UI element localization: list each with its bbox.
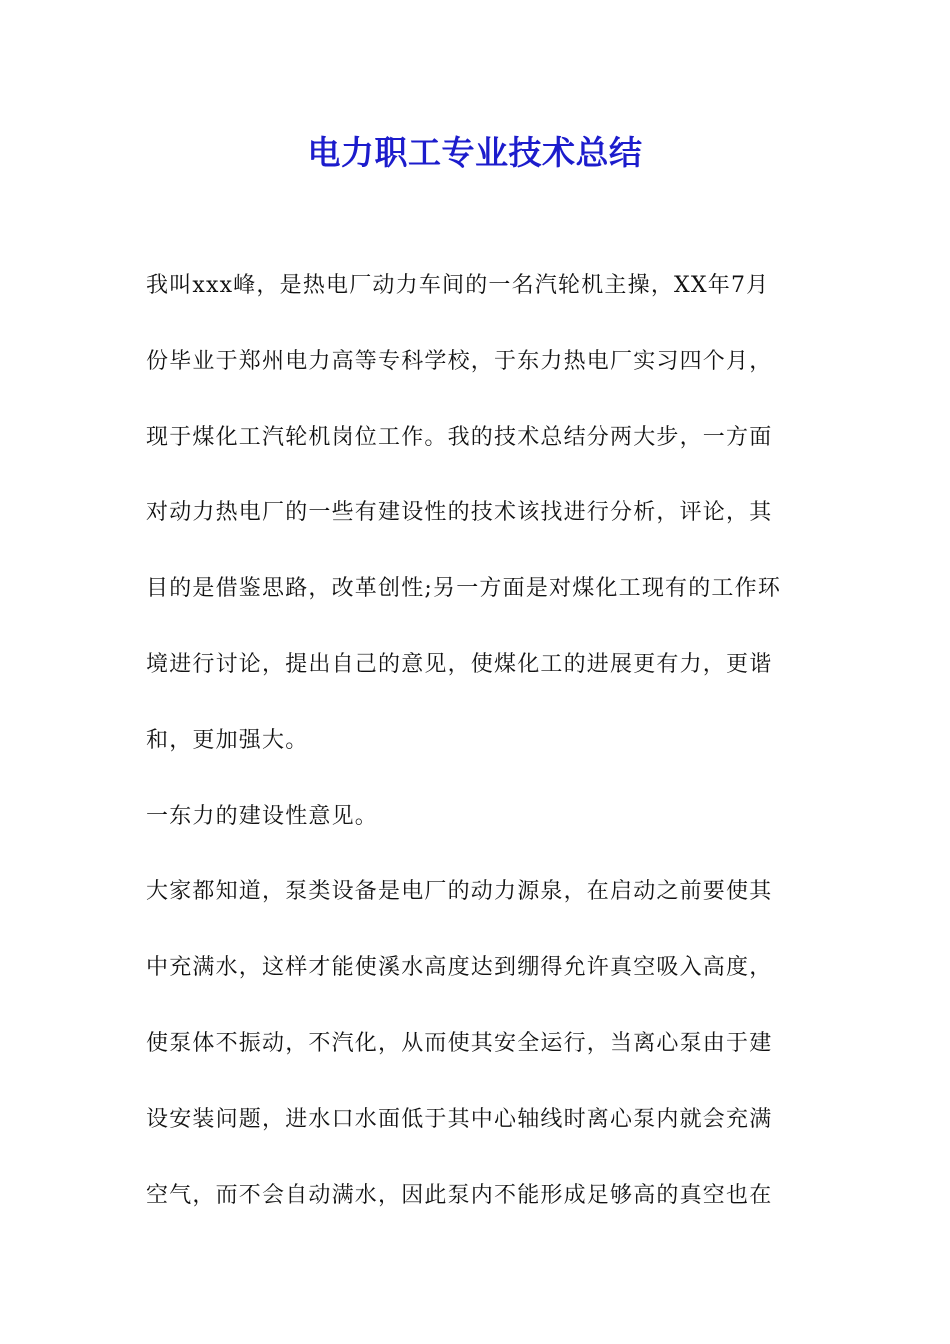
body-line: 我叫xxx峰，是热电厂动力车间的一名汽轮机主操，XX年7月 (146, 273, 770, 298)
body-line: 境进行讨论，提出自己的意见，使煤化工的进展更有力，更谐 (146, 651, 773, 677)
body-line: 设安装问题，进水口水面低于其中心轴线时离心泵内就会充满 (146, 1106, 773, 1132)
body-line: 和，更加强大。 (146, 727, 309, 753)
body-line: 中充满水，这样才能使溪水高度达到绷得允许真空吸入高度， (146, 955, 773, 981)
body-line: 份毕业于郑州电力高等专科学校，于东力热电厂实习四个月， (146, 348, 773, 374)
body-line: 空气，而不会自动满水，因此泵内不能形成足够高的真空也在 (146, 1182, 773, 1208)
body-line: 对动力热电厂的一些有建设性的技术该找进行分析，评论，其 (146, 500, 773, 526)
body-line: 使泵体不振动，不汽化，从而使其安全运行，当离心泵由于建 (146, 1030, 773, 1056)
document-body (146, 264, 808, 1249)
section-heading: 一东力的建设性意见。 (146, 803, 379, 829)
body-line: 现于煤化工汽轮机岗位工作。我的技术总结分两大步，一方面 (146, 424, 773, 450)
document-title: 电力职工专业技术总结 (307, 133, 643, 172)
body-line: 大家都知道，泵类设备是电厂的动力源泉，在启动之前要使其 (146, 879, 773, 905)
body-line: 目的是借鉴思路，改革创性;另一方面是对煤化工现有的工作环 (146, 576, 782, 602)
